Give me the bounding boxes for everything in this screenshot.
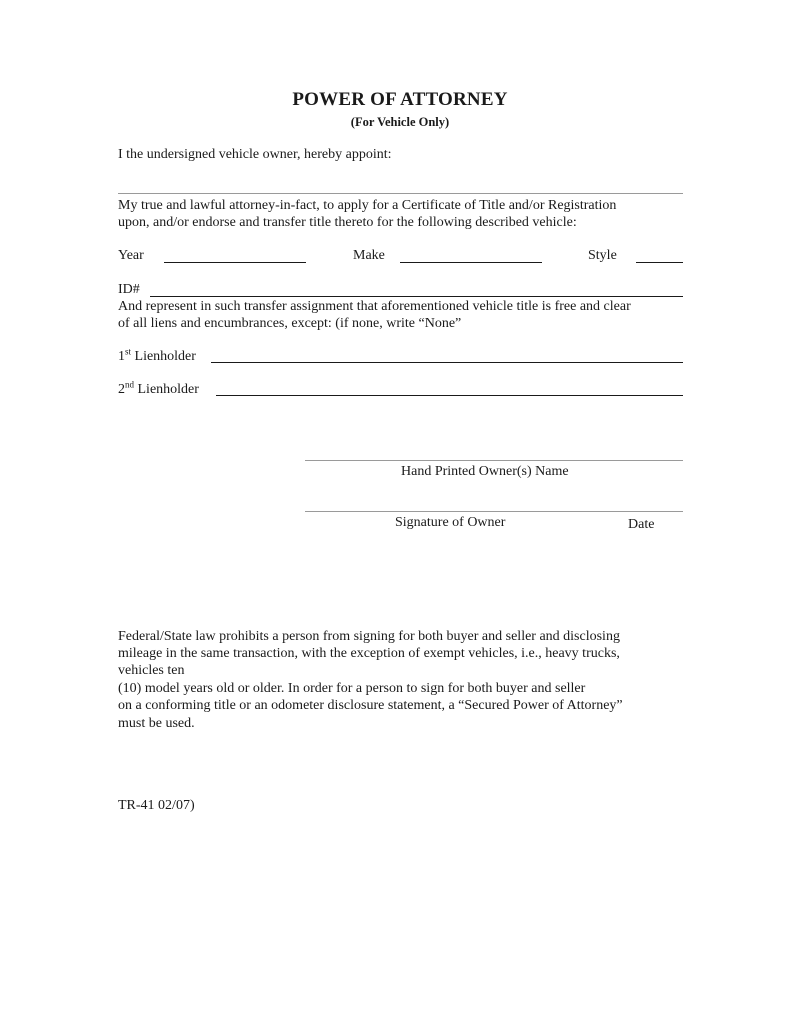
style-field[interactable]	[636, 262, 683, 263]
first-lienholder-number: 1	[118, 349, 125, 364]
attorney-text-line2: upon, and/or endorse and transfer title thereto for the following described vehicle:	[118, 215, 577, 230]
year-label: Year	[118, 248, 144, 263]
first-lienholder-suffix: st	[125, 346, 132, 357]
signature-label: Signature of Owner	[395, 515, 506, 530]
notice-line6: must be used.	[118, 716, 195, 731]
document-subtitle: (For Vehicle Only)	[350, 115, 450, 129]
printed-name-line[interactable]	[305, 460, 683, 461]
style-label: Style	[588, 248, 617, 263]
attorney-name-line[interactable]	[118, 193, 683, 194]
printed-name-label: Hand Printed Owner(s) Name	[401, 464, 569, 479]
signature-line[interactable]	[305, 511, 683, 512]
notice-line2: mileage in the same transaction, with the exception of exempt vehicles, i.e., heavy trucks,	[118, 646, 620, 661]
id-label: ID#	[118, 282, 140, 297]
attorney-text-line1: My true and lawful attorney-in-fact, to apply for a Certificate of Title and/or Registration	[118, 198, 617, 213]
document-title: POWER OF ATTORNEY	[292, 89, 508, 110]
make-label: Make	[353, 248, 385, 263]
appoint-text: I the undersigned vehicle owner, hereby appoint:	[118, 147, 392, 162]
second-lienholder-field[interactable]	[216, 395, 683, 396]
first-lienholder-field[interactable]	[211, 362, 683, 363]
year-field[interactable]	[164, 262, 306, 263]
date-label: Date	[628, 517, 655, 532]
notice-line3: vehicles ten	[118, 663, 185, 678]
second-lienholder-text: Lienholder	[134, 382, 199, 397]
id-field[interactable]	[150, 296, 683, 297]
second-lienholder-label	[118, 381, 199, 398]
represent-text-line1: And represent in such transfer assignment that aforementioned vehicle title is free and clear	[118, 299, 631, 314]
notice-line5: on a conforming title or an odometer disclosure statement, a “Secured Power of Attorney”	[118, 698, 623, 713]
make-field[interactable]	[400, 262, 542, 263]
second-lienholder-suffix: nd	[125, 379, 134, 390]
notice-line4: (10) model years old or older. In order for a person to sign for both buyer and seller	[118, 681, 586, 696]
form-number: TR-41 02/07)	[118, 798, 195, 813]
first-lienholder-text: Lienholder	[131, 349, 196, 364]
second-lienholder-number: 2	[118, 382, 125, 397]
represent-text-line2: of all liens and encumbrances, except: (if none, write “None”	[118, 316, 462, 331]
first-lienholder-label	[118, 348, 196, 365]
notice-line1: Federal/State law prohibits a person from signing for both buyer and seller and disclosing	[118, 629, 620, 644]
